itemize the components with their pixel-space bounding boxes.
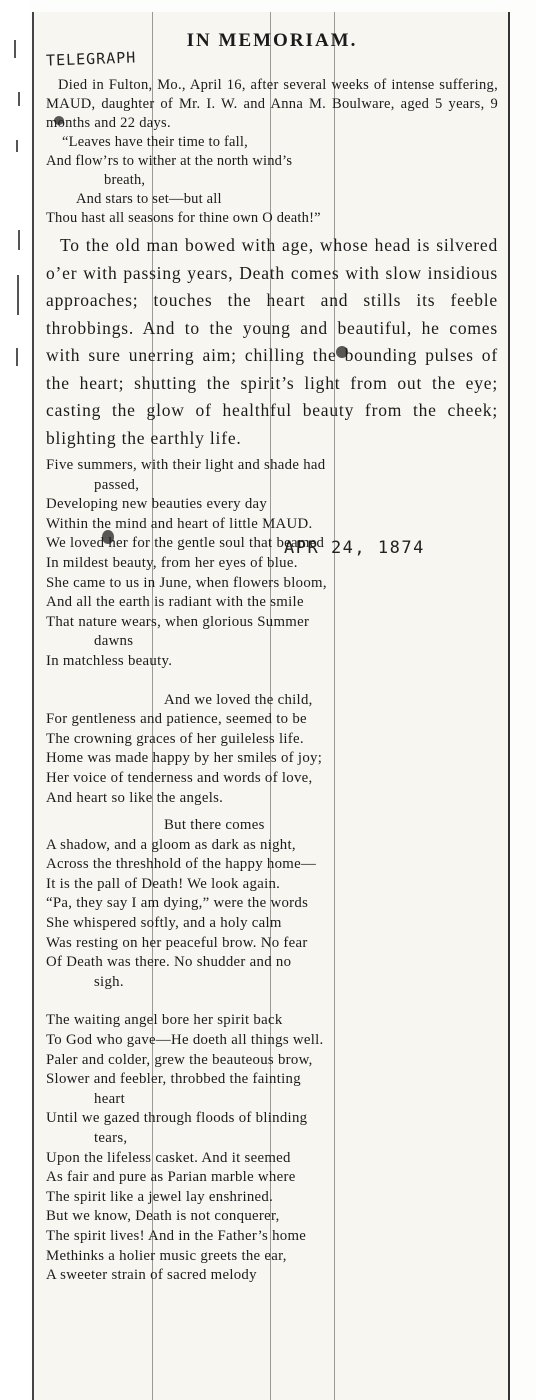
poem-line: sigh. bbox=[94, 973, 124, 990]
poem-line: In mildest beauty, from her eyes of blue. bbox=[46, 554, 298, 571]
poem-line: But there comes bbox=[164, 817, 265, 834]
poem-line: For gentleness and patience, seemed to be bbox=[46, 711, 307, 728]
epigraph-line: “Leaves have their time to fall, bbox=[62, 134, 248, 150]
poem-line: Her voice of tenderness and words of love, bbox=[46, 769, 313, 786]
article-title: IN MEMORIAM. bbox=[186, 30, 358, 51]
poem-line: “Pa, they say I am dying,” were the words bbox=[46, 895, 309, 912]
poem-line: And heart so like the angels. bbox=[46, 789, 224, 806]
poem-line: Slower and feebler, throbbed the fainting bbox=[46, 1071, 301, 1088]
poem-line: Developing new beauties every day bbox=[46, 496, 268, 513]
poem-line: She whispered softly, and a holy calm bbox=[46, 915, 282, 932]
poem-line: passed, bbox=[94, 476, 140, 493]
poem-line: Was resting on her peaceful brow. No fear bbox=[46, 934, 308, 951]
poem-line: The spirit like a jewel lay enshrined. bbox=[46, 1188, 274, 1205]
margin-mark bbox=[18, 92, 20, 106]
poem-line: Methinks a holier music greets the ear, bbox=[46, 1247, 287, 1264]
margin-mark bbox=[17, 275, 19, 315]
poem-line: The crowning graces of her guileless life. bbox=[46, 730, 304, 747]
poem-line: In matchless beauty. bbox=[46, 652, 173, 669]
poem-line: heart bbox=[94, 1090, 126, 1107]
poem-line: We loved her for the gentle soul that beamed bbox=[46, 535, 325, 552]
poem-line: As fair and pure as Parian marble where bbox=[46, 1169, 296, 1186]
poem-line: Until we gazed through floods of blinding bbox=[46, 1110, 308, 1127]
poem-line: Home was made happy by her smiles of joy; bbox=[46, 750, 323, 767]
handwritten-date-note: APR 24, 1874 bbox=[284, 538, 425, 558]
margin-mark bbox=[14, 40, 16, 58]
poem-line: Of Death was there. No shudder and no bbox=[46, 954, 292, 971]
death-notice: Died in Fulton, Mo., April 16, after several weeks of intense suffering, MAUD, daughter of Mr. I. W. and Anna M. Boulware, aged 5 years, 9 months and 22 days. bbox=[46, 77, 498, 131]
poem bbox=[46, 456, 498, 1286]
poem-line: Paler and colder, grew the beauteous brow, bbox=[46, 1051, 313, 1068]
poem-line: A shadow, and a gloom as dark as night, bbox=[46, 836, 296, 853]
poem-line: To God who gave—He doeth all things well. bbox=[46, 1032, 324, 1049]
essay-paragraph: To the old man bowed with age, whose head is silvered o’er with passing years, Death comes with slow insidious approaches; touches the heart and stills its feeble throbbings. And to the young and beautiful, he comes with sure unerring aim; chilling the bounding pulses of the heart; shutting the spirit’s light from out the eye; casting the glow of healthful beauty from the cheek; blighting the earthly life. bbox=[46, 235, 498, 448]
poem-line: That nature wears, when glorious Summer bbox=[46, 613, 310, 630]
poem-line: Across the threshhold of the happy home— bbox=[46, 856, 317, 873]
epigraph-line: And flow’rs to wither at the north wind’s bbox=[46, 153, 293, 169]
stanza-break bbox=[46, 992, 498, 1011]
article-body bbox=[46, 12, 498, 1286]
poem-line: Upon the lifeless casket. And it seemed bbox=[46, 1149, 291, 1166]
epigraph-line: And stars to set—but all bbox=[76, 191, 222, 207]
poem-line: Within the mind and heart of little MAUD. bbox=[46, 515, 313, 532]
poem-line: dawns bbox=[94, 633, 134, 650]
margin-mark bbox=[16, 348, 18, 366]
poem-line: And we loved the child, bbox=[164, 691, 313, 708]
poem-line: A sweeter strain of sacred melody bbox=[46, 1267, 257, 1284]
poem-line: She came to us in June, when flowers bloom, bbox=[46, 574, 327, 591]
poem-line: The waiting angel bore her spirit back bbox=[46, 1012, 283, 1029]
scan-margin bbox=[0, 0, 30, 1400]
margin-mark bbox=[18, 230, 20, 250]
poem-line: Five summers, with their light and shade had bbox=[46, 457, 326, 473]
stanza-break bbox=[46, 808, 498, 816]
epigraph-line: Thou hast all seasons for thine own O death!” bbox=[46, 210, 321, 226]
newspaper-clipping bbox=[32, 12, 510, 1400]
poem-line: And all the earth is radiant with the smile bbox=[46, 594, 304, 611]
poem-line: The spirit lives! And in the Father’s home bbox=[46, 1227, 307, 1244]
poem-line: But we know, Death is not conquerer, bbox=[46, 1208, 280, 1225]
poem-line: It is the pall of Death! We look again. bbox=[46, 875, 281, 892]
poem-line: tears, bbox=[94, 1130, 128, 1146]
epigraph-line: breath, bbox=[104, 172, 146, 188]
handwritten-source-note: TELEGRAPH bbox=[45, 48, 137, 70]
stanza-break bbox=[46, 672, 498, 691]
margin-mark bbox=[16, 140, 18, 152]
epigraph bbox=[46, 133, 498, 228]
